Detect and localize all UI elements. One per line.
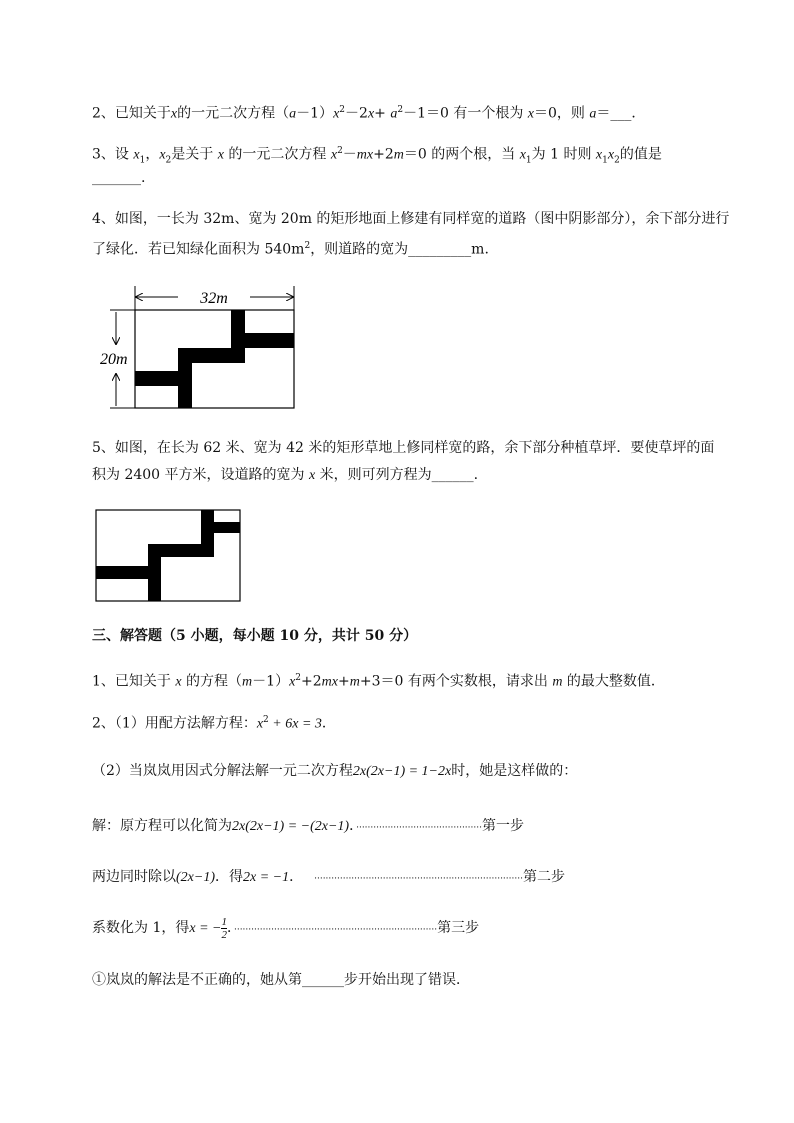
road-segment <box>201 522 240 533</box>
fig-label-32m: 32m <box>200 290 228 307</box>
fig-label-20m: 20m <box>100 351 128 368</box>
section-3-title: 三、解答题（5 小题，每小题 10 分，共计 50 分） <box>92 628 418 644</box>
question-3-fill: 3、设 $x_1$，$x_2$是关于 x 的一元二次方程 $x^2-mx+2m=0$ 的两个根，当 $x_1$为 1 时则 $x_1x_2$的值是 <box>92 146 662 166</box>
question-5-line1: 5、如图，在长为 62 米、宽为 42 米的矩形草地上修同样宽的路，余下部分种植草坪．要使草坪的面 <box>92 440 715 456</box>
road-diagram-2 <box>95 509 243 605</box>
question-4-line1: 4、如图，一长为 32m、宽为 20m 的矩形地面上修建有同样宽的道路（图中阴影部分），余下部分进行 <box>92 211 730 227</box>
question-4-line2: 了绿化．若已知绿化面积为 $540m^2$，则道路的宽为_________m. <box>92 241 489 258</box>
solution-question-fill: ①岚岚的解法是不正确的，她从第______步开始出现了错误． <box>92 972 470 988</box>
question-5-line2: 积为 2400 平方米，设道路的宽为 x 米，则可列方程为______. <box>92 467 479 483</box>
solve-question-1: 1、已知关于 x 的方程$(m-1)x^2+2mx+m+3=0$ 有两个实数根，请求出 m 的最大整数值． <box>92 673 665 690</box>
question-3-blank: _______. <box>92 170 146 186</box>
solution-step-1: 解：原方程可以化简为2x(2x−1) = −(2x−1)．············································第一步 <box>92 818 524 834</box>
solution-step-3: 系数化为 1，得x = − $\frac{1}{2}$ ．·······································································第三步 <box>92 915 480 941</box>
solve-question-2-part1: 2、（1）用配方法解方程：$x^2 + 6x = 3$． <box>92 715 336 732</box>
road-segment <box>231 333 294 348</box>
question-2-fill: 2、已知关于x的一元二次方程$(a-1)x^2-2x+ a^2-1=0$ 有一个根为 x＝0，则 a＝___． <box>92 105 646 122</box>
solve-question-2-part2: （2）当岚岚用因式分解法解一元二次方程2x(2x−1) = 1−2x时，她是这样做的： <box>92 763 578 779</box>
road-diagram-1 <box>100 282 300 414</box>
road-segment <box>201 510 214 557</box>
solution-step-2: 两边同时除以(2x−1)．得2x = −1． ·········································································第二步 <box>92 869 565 885</box>
fraction-one-half: $\frac{1}{2}$ <box>221 915 227 941</box>
